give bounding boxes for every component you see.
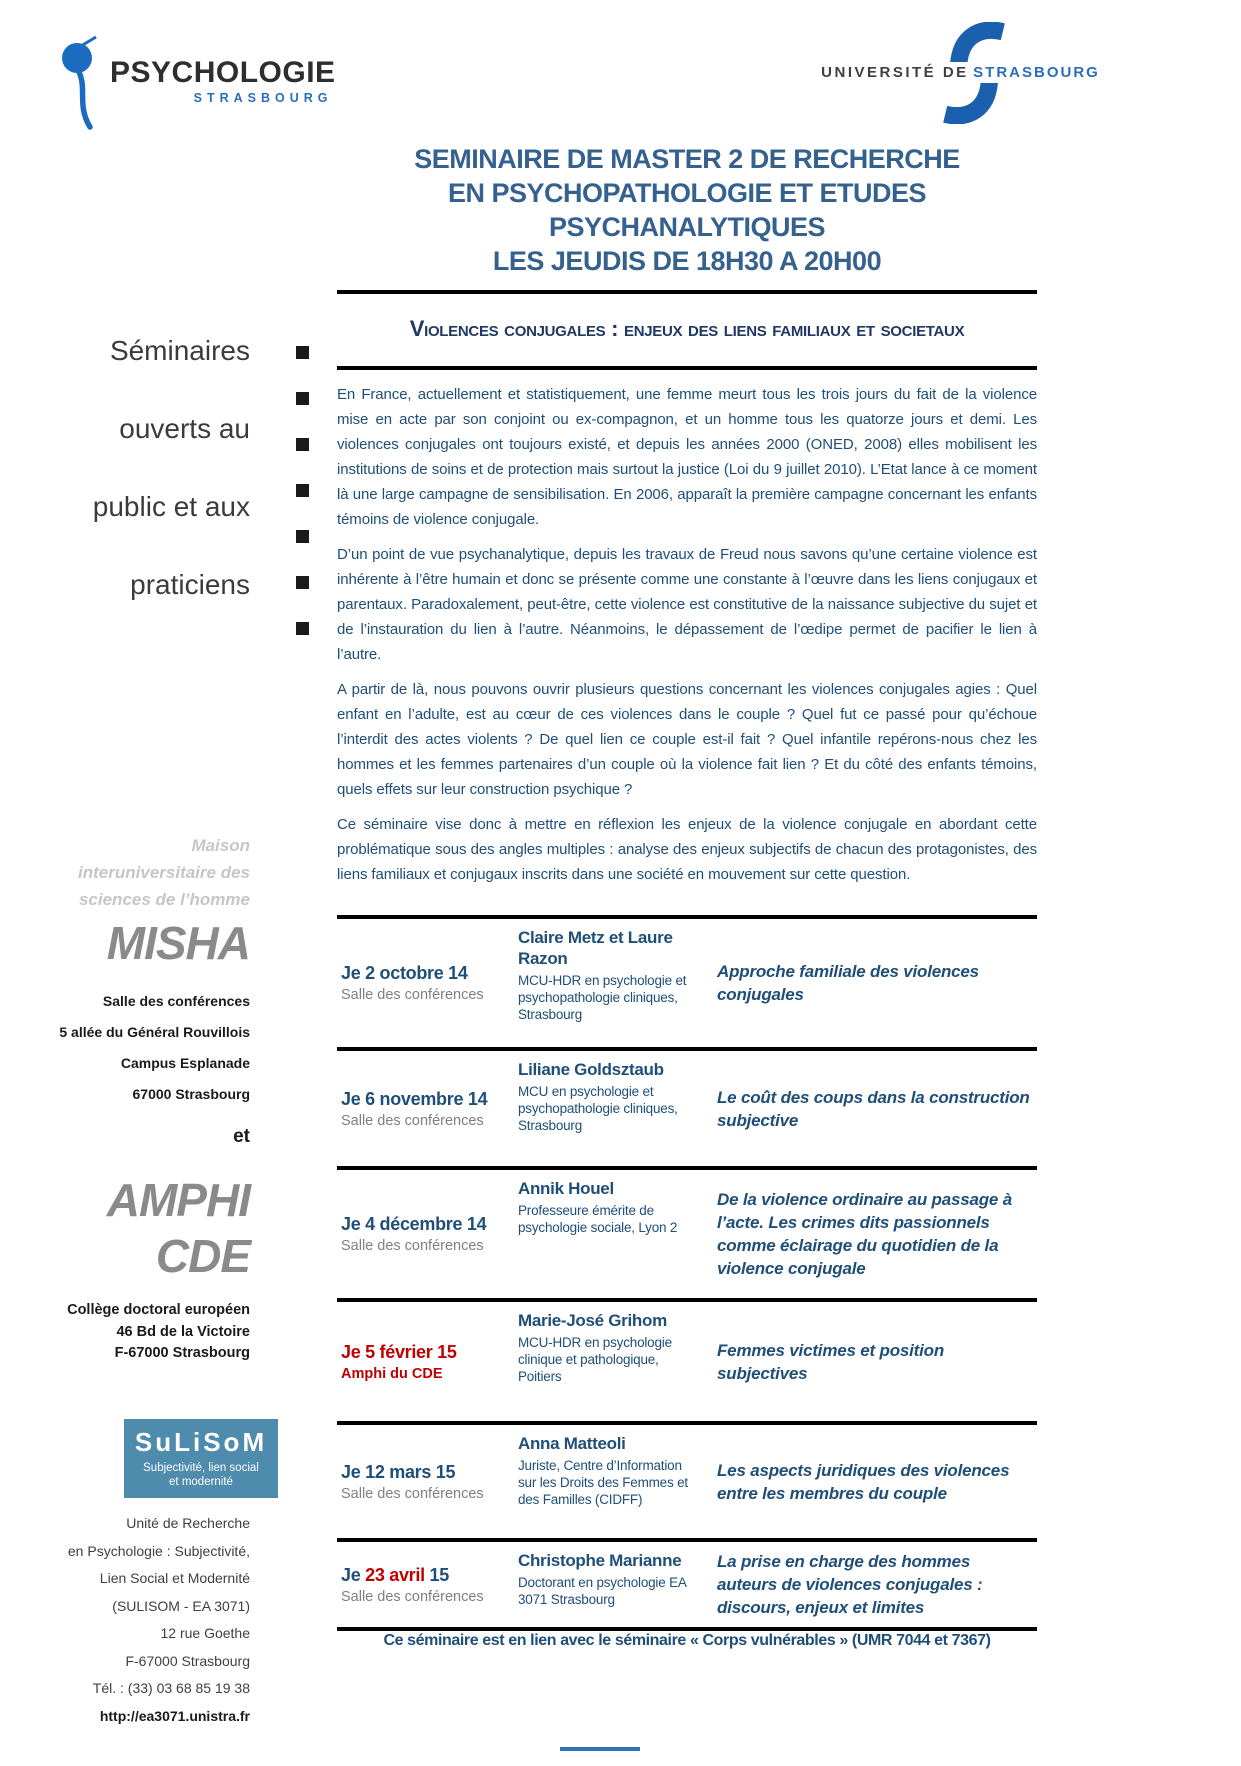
topic-cell	[701, 1302, 1037, 1421]
unistra-logo-text	[788, 64, 1133, 82]
square-bullet-icon	[296, 392, 309, 405]
intro-paragraph: A partir de là, nous pouvons ouvrir plusieurs questions concernant les violences conjugales agies : Quel enfant en l’adulte, est au cœur de ces violences dans le couple ? Quel fut ce passé pour qu’échoue l’interdit des actes violents ? De quel lien ce couple est-il fait ? Quel infantile repérons-nous chez les hommes et les femmes partenaires d’un couple où la violence fait lien ? Et du côté des enfants témoins, quels effets sur leur construction psychique ?	[337, 681, 1037, 798]
research-unit-line: (SULISOM - EA 3071)	[112, 1597, 250, 1614]
sidebar-tagline-line: Séminaires	[109, 335, 250, 366]
cde-address-line: F-67000 Strasbourg	[114, 1345, 250, 1361]
sulisom-subtitle-line: Subjectivité, lien social	[143, 1462, 259, 1474]
speaker-name: Liliane Goldsztaub	[518, 1060, 664, 1079]
session-topic: Femmes victimes et position subjectives	[717, 1340, 945, 1383]
session-date-cell	[337, 1170, 512, 1298]
sidebar-tagline-line: public et aux	[92, 491, 250, 522]
misha-fullname-line: Maison	[191, 836, 250, 855]
session-date-cell	[337, 1542, 512, 1627]
amphi-cde-line: CDE	[155, 1230, 250, 1282]
session-date-text: Je 12 mars 15	[341, 1461, 456, 1482]
session-topic: La prise en charge des hommes auteurs de violences conjugales : discours, enjeux et limites	[717, 1552, 983, 1617]
session-date-cell	[337, 919, 512, 1047]
square-bullet-icon	[296, 576, 309, 589]
section-heading: Violences conjugales : enjeux des liens familiaux et societaux	[409, 316, 965, 341]
misha-address-line: 5 allée du Général Rouvillois	[59, 1024, 250, 1040]
cde-address-line: Collège doctoral européen	[67, 1302, 250, 1318]
misha-address	[20, 986, 250, 1110]
research-unit-line: en Psychologie : Subjectivité,	[67, 1542, 250, 1559]
research-unit-line: F-67000 Strasbourg	[125, 1652, 250, 1669]
research-unit-address	[20, 1510, 250, 1730]
speaker-title: MCU-HDR en psychologie et psychopathologie cliniques, Strasbourg	[518, 973, 687, 1022]
misha-fullname	[20, 832, 250, 913]
speaker-name: Claire Metz et Laure Razon	[518, 928, 673, 968]
square-bullet-icon	[296, 346, 309, 359]
heading-rule	[337, 366, 1037, 370]
session-place: Salle des conférences	[341, 1485, 484, 1502]
misha-address-line: Salle des conférences	[102, 993, 250, 1009]
speaker-cell	[512, 1425, 701, 1538]
misha-fullname-line: sciences de l’homme	[78, 890, 250, 909]
cde-address	[20, 1300, 250, 1365]
seminar-title-line: SEMINAIRE DE MASTER 2 DE RECHERCHE	[414, 144, 960, 174]
sulisom-logo-title: SuLiSoM	[134, 1427, 268, 1457]
session-date-accent: 23 avril	[365, 1564, 425, 1585]
session-place: Salle des conférences	[341, 1238, 484, 1254]
speaker-name: Annik Houel	[518, 1179, 614, 1198]
session-topic: Approche familiale des violences conjugales	[717, 962, 979, 1004]
speaker-title: MCU-HDR en psychologie clinique et pathologique, Poitiers	[518, 1335, 672, 1384]
speaker-title: MCU en psychologie et psychopathologie cliniques, Strasbourg	[518, 1084, 678, 1133]
research-unit-line: Unité de Recherche	[126, 1515, 250, 1531]
unistra-logo-prefix: UNIVERSITÉ DE	[821, 64, 969, 81]
speaker-cell	[512, 1170, 701, 1298]
seminar-title-line: LES JEUDIS DE 18H30 A 20H00	[492, 246, 882, 276]
research-unit-url-link[interactable]: http://ea3071.unistra.fr	[99, 1707, 250, 1724]
square-bullet-icon	[296, 622, 309, 635]
square-bullet-icon	[296, 530, 309, 543]
footer-note: Ce séminaire est en lien avec le séminaire « Corps vulnérables » (UMR 7044 et 7367)	[383, 1632, 991, 1649]
amphi-cde-line: AMPHI	[106, 1174, 250, 1226]
topic-cell	[701, 1542, 1037, 1627]
amphi-cde-name	[20, 1172, 250, 1284]
session-place: Salle des conférences	[341, 1588, 484, 1605]
speaker-cell	[512, 1302, 701, 1421]
session-topic: Le coût des coups dans la construction subjective	[717, 1087, 1030, 1130]
misha-fullname-line: interuniversitaire des	[78, 863, 250, 882]
topic-cell	[701, 1051, 1037, 1166]
sidebar-tagline-line: ouverts au	[119, 413, 250, 444]
session-date-text: Je 2 octobre 14	[341, 963, 468, 983]
page-footer-mark	[560, 1747, 640, 1751]
unistra-logo	[788, 22, 1133, 124]
session-place: Salle des conférences	[341, 987, 484, 1003]
speaker-name: Christophe Marianne	[518, 1551, 682, 1570]
session-date	[341, 1565, 508, 1586]
schedule-table	[337, 915, 1037, 1631]
sulisom-logo-subtitle	[124, 1461, 278, 1489]
topic-cell	[701, 919, 1037, 1047]
psychologie-logo-text	[110, 56, 336, 105]
schedule-row	[337, 1047, 1037, 1166]
intro-paragraph: D’un point de vue psychanalytique, depuis les travaux de Freud nous savons qu’une certaine violence est inhérente à l’être humain et donc se présente comme une constante à l’œuvre dans les liens conjugaux et parentaux. Paradoxalement, peut-être, cette violence est constitutive de la naissance subjective du sujet et de l’instauration du lien à l’autre. Néanmoins, le dépassement de l’œdipe permet de pacifier le lien à l’autre.	[337, 546, 1037, 663]
psychologie-logo-title: PSYCHOLOGIE	[110, 56, 336, 89]
session-date-text: Je	[341, 1564, 366, 1585]
intro-text	[337, 382, 1037, 887]
speaker-cell	[512, 1051, 701, 1166]
seminar-title	[337, 142, 1037, 278]
speaker-cell	[512, 919, 701, 1047]
session-date-text: 15	[424, 1564, 449, 1585]
session-place: Salle des conférences	[341, 1112, 484, 1129]
intro-paragraph: En France, actuellement et statistiquement, une femme meurt tous les trois jours du fait de la violence mise en acte par son conjoint ou ex-compagnon, et un homme tous les quatorze jours et demi. Les violences conjugales ont toujours existé, et depuis les années 2000 (ONED, 2008) elles mobilisent les institutions de soins et de protection mais surtout la justice (Loi du 9 juillet 2010). L’Etat lance à ce moment là une large campagne de sensibilisation. En 2006, apparaît la première campagne concernant les enfants témoins de violence conjugale.	[337, 386, 1037, 528]
session-date	[341, 1089, 508, 1110]
session-date-text: Je 4 décembre 14	[341, 1214, 487, 1234]
research-unit-line: Tél. : (33) 03 68 85 19 38	[92, 1680, 250, 1696]
session-date-cell	[337, 1302, 512, 1421]
session-date	[341, 963, 508, 984]
psi-icon	[60, 34, 106, 134]
sidebar-tagline-line: praticiens	[130, 569, 250, 600]
session-date-text: Je 6 novembre 14	[341, 1088, 488, 1109]
sulisom-subtitle-line: et modernité	[169, 1476, 233, 1488]
speaker-name: Marie-José Grihom	[518, 1311, 667, 1330]
schedule-row	[337, 1538, 1037, 1631]
square-bullet-icon	[296, 484, 309, 497]
session-date-accent: Je 5 février 15	[341, 1341, 457, 1362]
session-topic: De la violence ordinaire au passage à l’acte. Les crimes dits passionnels comme éclairage du quotidien de la violence conjugale	[717, 1190, 1012, 1278]
unistra-logo-brand: STRASBOURG	[973, 64, 1100, 81]
sulisom-logo	[124, 1419, 278, 1498]
session-date	[341, 1342, 508, 1363]
misha-name: MISHA	[106, 917, 250, 969]
speaker-name: Anna Matteoli	[518, 1434, 626, 1453]
schedule-row	[337, 915, 1037, 1047]
speaker-title: Juriste, Centre d’Information sur les Droits des Femmes et des Familles (CIDFF)	[518, 1458, 688, 1507]
session-date	[341, 1214, 508, 1235]
schedule-row	[337, 1421, 1037, 1538]
session-place: Amphi du CDE	[341, 1365, 443, 1382]
main-column	[337, 290, 1037, 897]
session-topic: Les aspects juridiques des violences entre les membres du couple	[717, 1460, 1010, 1503]
topic-cell	[701, 1425, 1037, 1538]
misha-address-line: Campus Esplanade	[120, 1055, 250, 1071]
session-date	[341, 1462, 508, 1483]
sidebar-tagline	[20, 312, 250, 624]
schedule-row	[337, 1166, 1037, 1298]
schedule-row	[337, 1298, 1037, 1421]
cde-address-line: 46 Bd de la Victoire	[116, 1323, 250, 1340]
square-bullet-icon	[296, 438, 309, 451]
psychologie-logo-subtitle: STRASBOURG	[193, 91, 333, 105]
seminar-title-line: EN PSYCHOPATHOLOGIE ET ETUDES PSYCHANALYTIQUES	[447, 178, 927, 242]
speaker-title: Doctorant en psychologie EA 3071 Strasbourg	[518, 1575, 686, 1607]
session-date-cell	[337, 1425, 512, 1538]
topic-cell	[701, 1170, 1037, 1298]
research-unit-line: 12 rue Goethe	[160, 1625, 250, 1641]
session-date-cell	[337, 1051, 512, 1166]
speaker-cell	[512, 1542, 701, 1627]
psychologie-logo	[60, 34, 336, 134]
speaker-title: Professeure émérite de psychologie sociale, Lyon 2	[518, 1203, 678, 1235]
research-unit-line: Lien Social et Modernité	[99, 1570, 250, 1586]
misha-address-line: 67000 Strasbourg	[132, 1086, 250, 1102]
and-label: et	[233, 1126, 250, 1147]
intro-paragraph: Ce séminaire vise donc à mettre en réflexion les enjeux de la violence conjugale en abordant cette problématique sous des angles multiples : analyse des enjeux subjectifs de chacun des protagonistes, des liens familiaux et conjugaux inscrits dans une société en mouvement sur cette question.	[337, 816, 1037, 883]
